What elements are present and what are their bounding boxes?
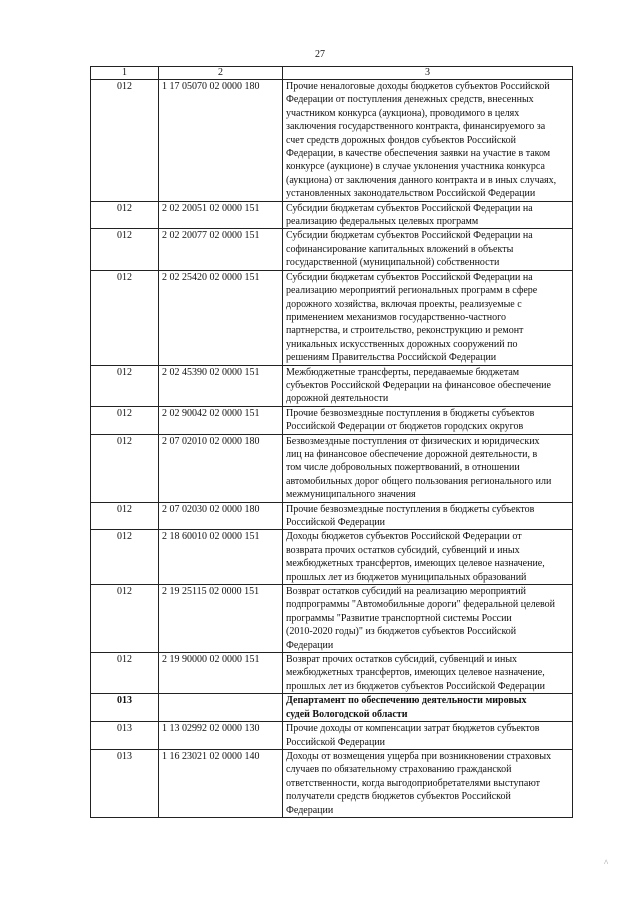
- description-line: участником конкурса (аукциона), проводимого в целях: [286, 107, 520, 119]
- admin-code-cell: 013: [91, 749, 159, 817]
- revenue-code-cell: 1 16 23021 02 0000 140: [159, 749, 283, 817]
- column-header-code: 2: [159, 67, 283, 80]
- description-line: прошлых лет из бюджетов муниципальных образований: [286, 571, 527, 583]
- description-line: установленных законодательством Российской Федерации: [286, 188, 536, 200]
- description-line: (аукциона) от заключения данного контракта и в иных случаях,: [286, 174, 557, 186]
- revenue-code-cell: 2 02 45390 02 0000 151: [159, 365, 283, 406]
- admin-code-cell: 013: [91, 694, 159, 722]
- description-line: конкурсе (аукционе) в случае уклонения участника конкурса: [286, 161, 545, 173]
- description-line: прошлых лет из бюджетов субъектов Российской Федерации: [286, 680, 545, 692]
- description-line: государственной (муниципальной) собственности: [286, 257, 500, 269]
- description-line: решениям Правительства Российской Федерации: [286, 352, 497, 364]
- description-line: Прочие безвозмездные поступления в бюджеты субъектов: [286, 503, 535, 515]
- description-line: Доходы бюджетов субъектов Российской Федерации от: [286, 531, 522, 543]
- description-line: Федерации: [286, 639, 334, 651]
- table-row: [91, 502, 573, 530]
- table-row: [91, 434, 573, 502]
- description-line: дорожного хозяйства, включая проекты, реализуемые с: [286, 298, 522, 310]
- description-cell: [283, 585, 573, 653]
- admin-code-cell: 013: [91, 722, 159, 750]
- description-cell: [283, 229, 573, 270]
- description-cell: [283, 694, 573, 722]
- description-line: ответственности, когда выгодоприобретателями выступают: [286, 777, 541, 789]
- table-header-row: [91, 67, 573, 80]
- description-line: получатели средств бюджетов субъектов Российской: [286, 791, 511, 803]
- description-cell: [283, 530, 573, 585]
- description-line: межбюджетных трансфертов, имеющих целевое назначение,: [286, 667, 545, 679]
- department-row: [91, 694, 573, 722]
- table-row: [91, 201, 573, 229]
- description-line: программы "Развитие транспортной системы России: [286, 612, 512, 624]
- description-line: Российской Федерации: [286, 517, 386, 528]
- description-cell: [283, 80, 573, 202]
- description-line: уникальных искусственных дорожных сооружений по: [286, 338, 518, 350]
- description-line: том числе добровольных пожертвований, в отношении: [286, 462, 520, 474]
- description-cell: [283, 722, 573, 750]
- description-line: Субсидии бюджетам субъектов Российской Федерации на: [286, 202, 533, 214]
- page-number: 27: [315, 49, 325, 60]
- description-line: Прочие безвозмездные поступления в бюджеты субъектов: [286, 407, 535, 419]
- description-line: Возврат прочих остатков субсидий, субвенций и иных: [286, 654, 518, 666]
- description-line: субъектов Российской Федерации на финансовое обеспечение: [286, 379, 551, 391]
- revenue-code-cell: 2 02 20077 02 0000 151: [159, 229, 283, 270]
- description-line: судей Вологодской области: [286, 708, 408, 720]
- description-cell: [283, 749, 573, 817]
- description-cell: [283, 653, 573, 694]
- table-row: [91, 722, 573, 750]
- description-line: Федерации, в качестве обеспечения заявки на участие в таком: [286, 148, 551, 160]
- description-line: Департамент по обеспечению деятельности мировых: [286, 695, 527, 707]
- revenue-code-cell: 1 17 05070 02 0000 180: [159, 80, 283, 202]
- description-line: реализацию федеральных целевых программ: [286, 216, 479, 228]
- table-row: [91, 229, 573, 270]
- revenue-code-cell: 2 02 90042 02 0000 151: [159, 406, 283, 434]
- description-line: Безвозмездные поступления от физических и юридических: [286, 435, 540, 447]
- description-line: Российской Федерации: [286, 736, 386, 748]
- description-line: партнерства, и строительство, реконструкцию и ремонт: [286, 325, 524, 337]
- revenue-code-cell: [159, 694, 283, 722]
- description-line: Субсидии бюджетам субъектов Российской Федерации на: [286, 230, 533, 242]
- table-row: [91, 80, 573, 202]
- description-line: заключения государственного контракта, финансируемого за: [286, 121, 546, 133]
- admin-code-cell: 012: [91, 434, 159, 502]
- admin-code-cell: 012: [91, 201, 159, 229]
- description-line: Межбюджетные трансферты, передаваемые бюджетам: [286, 366, 520, 378]
- description-line: случаев по обязательному страхованию гражданской: [286, 764, 512, 776]
- table-row: [91, 270, 573, 365]
- description-line: Прочие доходы от компенсации затрат бюджетов субъектов: [286, 723, 540, 735]
- revenue-code-cell: 1 13 02992 02 0000 130: [159, 722, 283, 750]
- column-header-admin: 1: [91, 67, 159, 80]
- description-line: Субсидии бюджетам субъектов Российской Федерации на: [286, 271, 533, 283]
- revenue-code-cell: 2 07 02010 02 0000 180: [159, 434, 283, 502]
- table-row: [91, 749, 573, 817]
- description-line: Возврат остатков субсидий на реализацию мероприятий: [286, 586, 526, 598]
- description-line: Федерации от поступления денежных средств, внесенных: [286, 94, 534, 106]
- description-line: (2010-2020 годы)" из бюджетов субъектов Российской: [286, 626, 517, 638]
- admin-code-cell: 012: [91, 406, 159, 434]
- description-cell: [283, 270, 573, 365]
- description-line: реализацию мероприятий региональных программ в сфере: [286, 285, 538, 297]
- description-cell: [283, 201, 573, 229]
- margin-mark: ^: [604, 858, 609, 868]
- description-line: Прочие неналоговые доходы бюджетов субъектов Российской: [286, 81, 550, 92]
- description-line: применением механизмов государственно-частного: [286, 311, 506, 323]
- table-row: [91, 406, 573, 434]
- description-line: межбюджетных трансфертов, имеющих целевое назначение,: [286, 558, 545, 570]
- admin-code-cell: 012: [91, 502, 159, 530]
- description-line: Российской Федерации от бюджетов городских округов: [286, 421, 524, 433]
- admin-code-cell: 012: [91, 229, 159, 270]
- description-cell: [283, 406, 573, 434]
- admin-code-cell: 012: [91, 80, 159, 202]
- table-row: [91, 585, 573, 653]
- table-row: [91, 365, 573, 406]
- admin-code-cell: 012: [91, 270, 159, 365]
- column-header-description: 3: [283, 67, 573, 80]
- revenue-code-cell: 2 18 60010 02 0000 151: [159, 530, 283, 585]
- description-cell: [283, 434, 573, 502]
- description-line: софинансирование капитальных вложений в объекты: [286, 243, 514, 255]
- admin-code-cell: 012: [91, 365, 159, 406]
- revenue-code-cell: 2 19 90000 02 0000 151: [159, 653, 283, 694]
- admin-code-cell: 012: [91, 530, 159, 585]
- description-line: Доходы от возмещения ущерба при возникновении страховых: [286, 750, 552, 762]
- budget-revenue-table: [90, 66, 573, 818]
- description-line: автомобильных дорог общего пользования регионального или: [286, 475, 552, 487]
- description-line: возврата прочих остатков субсидий, субвенций и иных: [286, 544, 520, 556]
- revenue-code-cell: 2 19 25115 02 0000 151: [159, 585, 283, 653]
- description-line: межмуниципального значения: [286, 489, 416, 501]
- revenue-code-cell: 2 07 02030 02 0000 180: [159, 502, 283, 530]
- description-line: дорожной деятельности: [286, 393, 389, 405]
- revenue-code-cell: 2 02 20051 02 0000 151: [159, 201, 283, 229]
- description-cell: [283, 365, 573, 406]
- description-line: подпрограммы "Автомобильные дороги" федеральной целевой: [286, 599, 556, 611]
- table-row: [91, 530, 573, 585]
- admin-code-cell: 012: [91, 585, 159, 653]
- description-line: лиц на финансовое обеспечение дорожной деятельности, в: [286, 448, 538, 460]
- description-line: Федерации: [286, 804, 334, 816]
- admin-code-cell: 012: [91, 653, 159, 694]
- description-cell: [283, 502, 573, 530]
- description-line: счет средств дорожных фондов субъектов Российской: [286, 134, 516, 146]
- table-row: [91, 653, 573, 694]
- revenue-code-cell: 2 02 25420 02 0000 151: [159, 270, 283, 365]
